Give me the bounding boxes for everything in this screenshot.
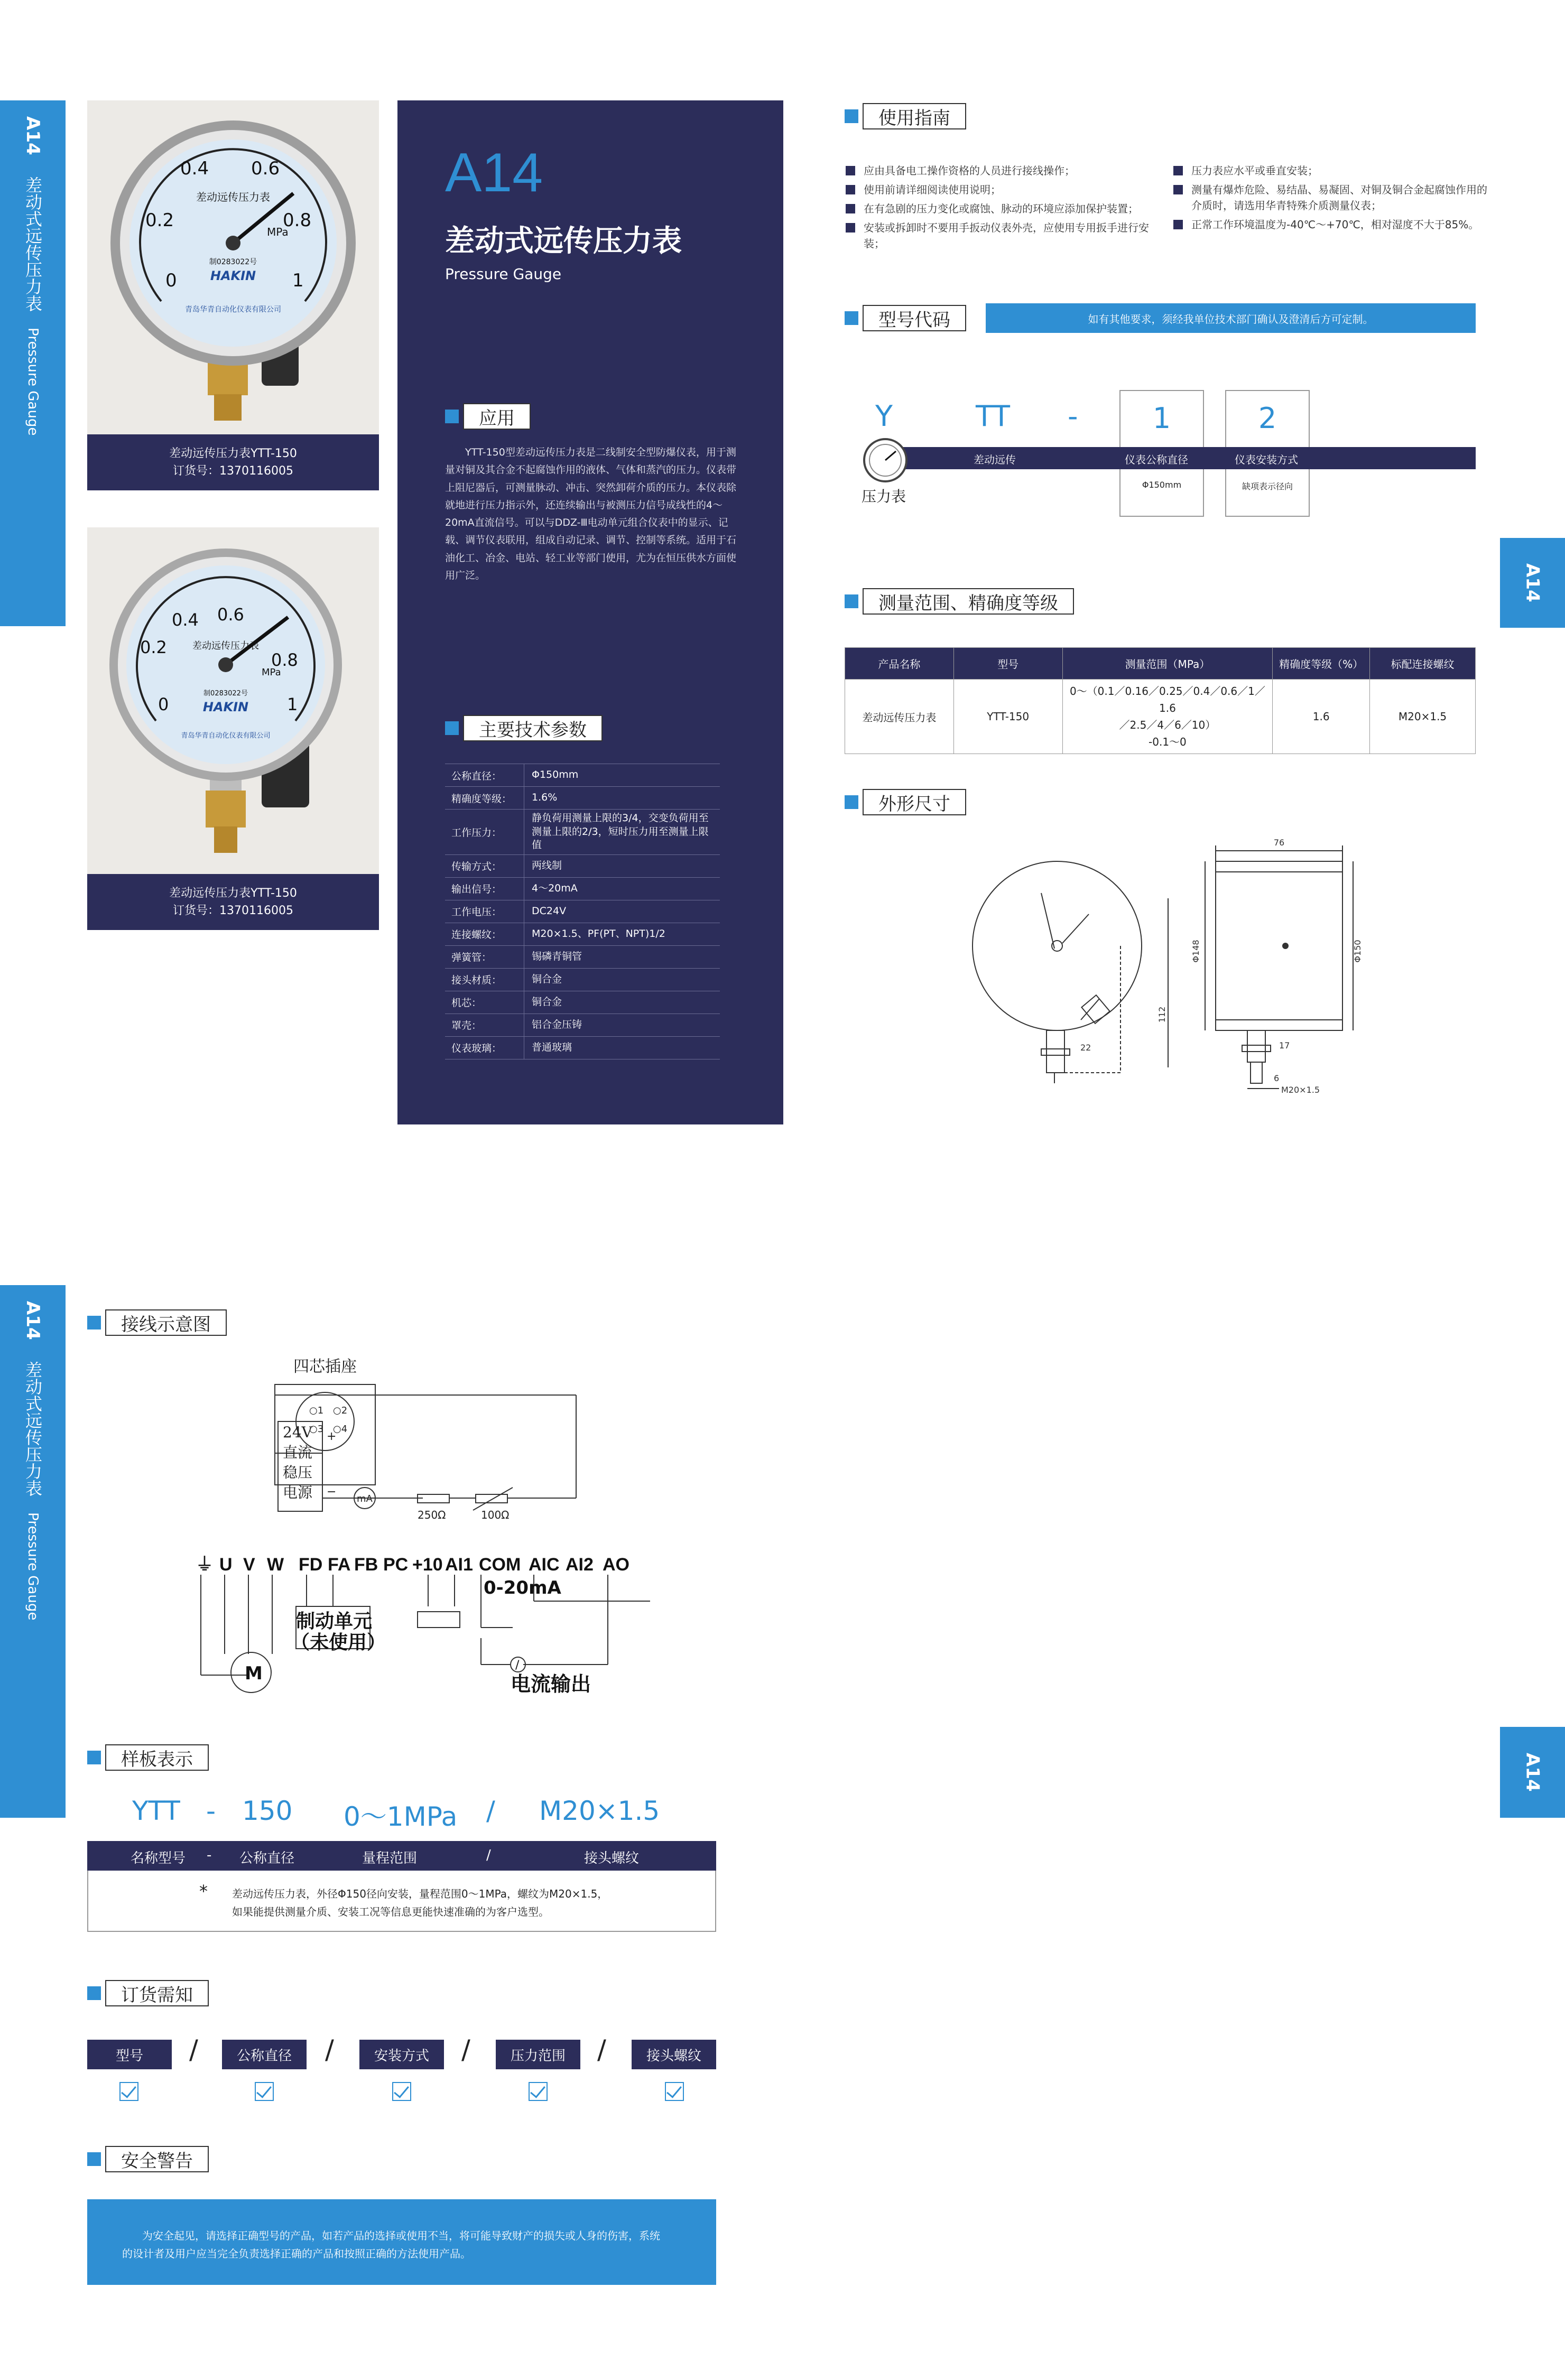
order-heading bbox=[87, 1978, 209, 2008]
range-heading-label: 测量范围、精确度等级 bbox=[863, 588, 1074, 615]
gauge-tick-0: 0 bbox=[165, 270, 177, 291]
right-tab-top bbox=[1500, 538, 1565, 628]
list-item-text: 在有急剧的压力变化或腐蚀、脉动的环境应添加保护装置； bbox=[864, 202, 1138, 215]
gauge2-tick-1: 0.2 bbox=[140, 637, 167, 657]
spec-value: 1.6% bbox=[532, 792, 558, 804]
model-heading-label: 型号代码 bbox=[863, 305, 966, 331]
model-gauge-label: 压力表 bbox=[862, 488, 906, 505]
order-checkbox-diameter[interactable] bbox=[255, 2082, 274, 2101]
photo-caption-2-order: 订货号：1370116005 bbox=[173, 904, 293, 917]
heading-square-icon bbox=[87, 1986, 101, 2000]
bullet-square-icon bbox=[1173, 185, 1183, 194]
wiring-diagram bbox=[174, 1353, 650, 1712]
range-cell-range bbox=[1062, 680, 1273, 754]
spec-value: 铜合金 bbox=[532, 996, 562, 1008]
list-item-text: 压力表应水平或垂直安装； bbox=[1191, 164, 1318, 177]
wiring-brake-1: 制动单元 bbox=[296, 1611, 373, 1632]
dim-label-17: 17 bbox=[1279, 1040, 1290, 1050]
list-item bbox=[846, 201, 1163, 217]
application-heading bbox=[445, 402, 531, 431]
wiring-plus: + bbox=[327, 1430, 337, 1443]
sample-box bbox=[87, 1871, 716, 1932]
spec-key: 仪表玻璃： bbox=[445, 1037, 524, 1059]
range-col-thread: 标配连接螺纹 bbox=[1370, 648, 1476, 680]
wiring-brake-2: （未使用） bbox=[291, 1632, 386, 1653]
spec-value: M20×1.5、PF(PT、NPT)1/2 bbox=[532, 928, 665, 940]
order-item-diameter bbox=[222, 2040, 307, 2069]
order-sep-2: / bbox=[325, 2034, 334, 2065]
small-gauge-icon bbox=[862, 436, 909, 484]
photo-caption-2 bbox=[87, 874, 379, 930]
bullet-square-icon bbox=[846, 185, 855, 194]
gauge-face-maker: 青岛华青自动化仪表有限公司 bbox=[185, 305, 281, 314]
spec-value: 两线制 bbox=[532, 860, 562, 872]
model-bar-2: 仪表公称直径 bbox=[1125, 453, 1188, 466]
hero-subtitle: Pressure Gauge bbox=[445, 265, 562, 283]
table-row bbox=[445, 787, 720, 810]
wiring-pin-3: ○3 bbox=[309, 1424, 324, 1435]
sample-part-slash: / bbox=[486, 1796, 495, 1826]
sample-part-range: 0～1MPa bbox=[344, 1801, 458, 1832]
safety-text-2: 的设计者及用户应当完全负责选择正确的产品和按照正确的方法使用产品。 bbox=[122, 2247, 471, 2260]
wiring-terminal-w: W bbox=[267, 1555, 284, 1575]
sample-part-dash: - bbox=[206, 1796, 216, 1826]
gauge2-face-brand: HAKIN bbox=[202, 700, 249, 714]
order-checkbox-thread[interactable] bbox=[665, 2082, 684, 2101]
gauge2-tick-2: 0.4 bbox=[172, 610, 199, 630]
photo-caption-2-name: 差动远传压力表YTT-150 bbox=[169, 887, 297, 900]
sample-heading bbox=[87, 1743, 209, 1772]
guide-right-list bbox=[1173, 163, 1490, 236]
model-heading bbox=[845, 303, 966, 333]
table-row bbox=[445, 810, 720, 855]
sample-part-ytt: YTT bbox=[132, 1796, 180, 1826]
wiring-minus: − bbox=[327, 1485, 337, 1499]
dim-label-76: 76 bbox=[1273, 838, 1285, 848]
range-cell-range-1: 0～（0.1／0.16／0.25／0.4／0.6／1／1.6 bbox=[1069, 685, 1265, 714]
range-cell-accuracy: 1.6 bbox=[1273, 680, 1370, 754]
wiring-terminal-com: COM bbox=[479, 1555, 521, 1575]
heading-square-icon bbox=[845, 795, 858, 809]
side-tab-subtitle: Pressure Gauge bbox=[25, 327, 41, 435]
table-row bbox=[445, 991, 720, 1014]
gauge2-tick-5: 1 bbox=[287, 694, 298, 714]
dimension-drawing bbox=[962, 824, 1364, 1110]
model-letter-y: Y bbox=[875, 399, 893, 433]
sample-star-icon: * bbox=[199, 1881, 208, 1901]
gauge2-face-unit: MPa bbox=[262, 667, 281, 678]
list-item bbox=[1173, 182, 1490, 213]
model-bar-3: 仪表安装方式 bbox=[1235, 453, 1298, 466]
order-heading-label: 订货需知 bbox=[105, 1980, 209, 2006]
hero-title: 差动式远传压力表 bbox=[445, 224, 682, 258]
list-item-text: 应由具备电工操作资格的人员进行接线操作； bbox=[864, 164, 1075, 177]
table-row bbox=[445, 969, 720, 991]
safety-heading bbox=[87, 2144, 209, 2174]
table-row bbox=[445, 923, 720, 946]
sample-bar-1: 名称型号 bbox=[131, 1851, 186, 1866]
dim-label-d150: Φ150 bbox=[1353, 940, 1363, 963]
spec-heading bbox=[445, 713, 603, 743]
guide-heading bbox=[845, 101, 966, 131]
wiring-psu-3: 稳压 bbox=[283, 1464, 313, 1481]
wiring-r250: 250Ω bbox=[418, 1509, 446, 1521]
model-digit-2: 2 bbox=[1258, 402, 1277, 435]
sample-bar-3: 公称直径 bbox=[239, 1851, 295, 1866]
model-note-bar bbox=[986, 303, 1476, 333]
spec-value: 静负荷用测量上限的3/4，交变负荷用至测量上限的2/3，短时压力用至测量上限值 bbox=[532, 812, 709, 851]
order-item-diameter-label: 公称直径 bbox=[236, 2048, 292, 2064]
wiring-terminal-gnd: ⏚ bbox=[196, 1555, 214, 1575]
spec-key: 精确度等级： bbox=[445, 787, 524, 809]
spec-key: 传输方式： bbox=[445, 855, 524, 877]
list-item-text: 使用前请详细阅读使用说明； bbox=[864, 183, 1001, 196]
order-item-model-label: 型号 bbox=[115, 2048, 143, 2064]
range-heading bbox=[845, 587, 1074, 616]
list-item-text: 安装或拆卸时不要用手扳动仪表外壳，应使用专用扳手进行安装； bbox=[864, 221, 1149, 250]
wiring-terminal-aic: AIC bbox=[529, 1555, 560, 1575]
photo-caption-1-name: 差动远传压力表YTT-150 bbox=[169, 447, 297, 460]
heading-square-icon bbox=[845, 594, 858, 608]
sample-bar-4: 量程范围 bbox=[362, 1851, 418, 1866]
dims-heading-label: 外形尺寸 bbox=[863, 789, 966, 815]
spec-value: Φ150mm bbox=[532, 769, 579, 781]
wiring-terminal-fd: FD bbox=[299, 1555, 323, 1575]
wiring-terminal-ai1: AI1 bbox=[445, 1555, 473, 1575]
table-row bbox=[845, 680, 1476, 754]
wiring-range-label: 0-20mA bbox=[484, 1577, 561, 1598]
wiring-terminal-pc: PC bbox=[383, 1555, 409, 1575]
list-item bbox=[1173, 163, 1490, 179]
range-cell-range-3: -0.1～0 bbox=[1149, 736, 1187, 748]
gauge2-face-maker: 青岛华青自动化仪表有限公司 bbox=[181, 732, 271, 740]
side-tab-code-2: A14 bbox=[22, 1301, 43, 1340]
model-note: 如有其他要求，须经我单位技术部门确认及澄清后方可定制。 bbox=[1088, 312, 1374, 326]
spec-value: 4～20mA bbox=[532, 882, 578, 895]
gauge-tick-1: 0.2 bbox=[145, 210, 174, 231]
wiring-pin-4: ○4 bbox=[333, 1424, 348, 1435]
gauge-illustration-1 bbox=[87, 100, 379, 434]
gauge-illustration-2 bbox=[87, 527, 379, 874]
heading-square-icon bbox=[445, 721, 459, 735]
spec-value: 普通玻璃 bbox=[532, 1042, 572, 1054]
gauge-face-cert: 制0283022号 bbox=[209, 258, 257, 266]
sample-part-thread: M20×1.5 bbox=[539, 1796, 660, 1826]
gauge2-tick-0: 0 bbox=[158, 694, 169, 714]
order-sep-3: / bbox=[461, 2034, 470, 2065]
model-code-bar bbox=[903, 447, 1476, 469]
bullet-square-icon bbox=[846, 204, 855, 213]
sample-bar-6: 接头螺纹 bbox=[584, 1851, 640, 1866]
model-sub-1: Φ150mm bbox=[1142, 480, 1182, 490]
wiring-terminal-ao: AO bbox=[603, 1555, 629, 1575]
side-tab-code: A14 bbox=[22, 116, 43, 155]
side-tab-subtitle-2: Pressure Gauge bbox=[25, 1512, 41, 1620]
side-tab-top bbox=[0, 100, 66, 626]
sample-bar bbox=[87, 1841, 716, 1871]
gauge2-face-cert: 制0283022号 bbox=[203, 690, 248, 698]
list-item-text: 正常工作环境温度为-40℃～+70℃，相对湿度不大于85%。 bbox=[1191, 218, 1479, 231]
wiring-terminal-10: +10 bbox=[412, 1555, 443, 1575]
sample-text-1: 差动远传压力表，外径Φ150径向安装，量程范围0～1MPa，螺纹为M20×1.5， bbox=[232, 1888, 608, 1900]
wiring-motor-label: M bbox=[245, 1663, 263, 1684]
product-photo-1 bbox=[87, 100, 379, 434]
gauge-tick-5: 1 bbox=[292, 270, 304, 291]
spec-key: 工作压力： bbox=[445, 810, 524, 854]
list-item bbox=[846, 220, 1163, 252]
dim-label-d148: Φ148 bbox=[1191, 940, 1201, 963]
wiring-terminal-fb: FB bbox=[354, 1555, 378, 1575]
spec-key: 公称直径： bbox=[445, 764, 524, 786]
order-sep-1: / bbox=[189, 2034, 198, 2065]
gauge-face-brand: HAKIN bbox=[210, 268, 256, 283]
range-col-model: 型号 bbox=[953, 648, 1062, 680]
list-item bbox=[846, 182, 1163, 198]
wiring-terminal-v: V bbox=[243, 1555, 255, 1575]
wiring-psu-2: 直流 bbox=[283, 1444, 313, 1461]
model-letter-dash: - bbox=[1068, 399, 1078, 433]
order-item-mount bbox=[359, 2040, 444, 2069]
order-item-range-label: 压力范围 bbox=[510, 2048, 566, 2064]
sample-heading-label: 样板表示 bbox=[105, 1744, 209, 1771]
safety-box bbox=[87, 2199, 716, 2285]
side-tab-title: 差动式远传压力表 bbox=[23, 176, 43, 312]
heading-square-icon bbox=[845, 311, 858, 325]
wiring-slash: / bbox=[515, 1659, 520, 1672]
wiring-terminal-fa: FA bbox=[328, 1555, 351, 1575]
model-sub-2: 缺项表示径向 bbox=[1242, 481, 1293, 491]
list-item bbox=[1173, 217, 1490, 233]
wiring-terminal-ai2: AI2 bbox=[566, 1555, 594, 1575]
side-tab-title-2: 差动式远传压力表 bbox=[23, 1361, 43, 1496]
spec-value: 锡磷青铜管 bbox=[532, 951, 582, 963]
bullet-square-icon bbox=[1173, 166, 1183, 175]
list-item-text: 测量有爆炸危险、易结晶、易凝固、对铜及铜合金起腐蚀作用的介质时，请选用华青特殊介质测量仪表； bbox=[1191, 183, 1487, 212]
order-item-range bbox=[496, 2040, 580, 2069]
hero-code: A14 bbox=[445, 142, 543, 203]
range-col-name: 产品名称 bbox=[845, 648, 954, 680]
dim-label-22: 22 bbox=[1080, 1043, 1091, 1053]
wiring-heading bbox=[87, 1308, 227, 1337]
guide-left-list bbox=[846, 163, 1163, 255]
wiring-terminal-u: U bbox=[219, 1555, 233, 1575]
spec-key: 弹簧管： bbox=[445, 946, 524, 968]
application-heading-label: 应用 bbox=[463, 403, 531, 430]
bullet-square-icon bbox=[1173, 220, 1183, 229]
heading-square-icon bbox=[87, 1316, 101, 1330]
spec-table bbox=[445, 764, 720, 1059]
sample-text-2: 如果能提供测量介质、安装工况等信息更能快速准确的为客户选型。 bbox=[232, 1905, 549, 1918]
gauge2-tick-4: 0.8 bbox=[271, 650, 298, 670]
spec-key: 罩壳： bbox=[445, 1014, 524, 1036]
hero-panel bbox=[397, 100, 783, 1124]
range-cell-thread: M20×1.5 bbox=[1370, 680, 1476, 754]
spec-value: 铜合金 bbox=[532, 973, 562, 986]
wiring-pin-1: ○1 bbox=[309, 1405, 324, 1416]
wiring-psu-1: 24V bbox=[283, 1424, 312, 1441]
wiring-r100: 100Ω bbox=[481, 1509, 510, 1521]
safety-text-1: 为安全起见，请选择正确型号的产品，如若产品的选择或使用不当，将可能导致财产的损失或人身的伤害，系统 bbox=[142, 2229, 660, 2242]
model-letter-tt: TT bbox=[976, 399, 1011, 433]
wiring-psu-4: 电源 bbox=[283, 1484, 313, 1501]
sample-bar-5: / bbox=[486, 1847, 491, 1863]
table-row bbox=[445, 900, 720, 923]
dim-label-6: 6 bbox=[1274, 1073, 1280, 1083]
photo-caption-1 bbox=[87, 434, 379, 490]
bullet-square-icon bbox=[846, 166, 855, 175]
range-cell-name: 差动远传压力表 bbox=[845, 680, 954, 754]
spec-key: 接头材质： bbox=[445, 969, 524, 991]
gauge-tick-3: 0.6 bbox=[251, 158, 280, 179]
sample-part-150: 150 bbox=[242, 1796, 293, 1826]
spec-key: 连接螺纹： bbox=[445, 923, 524, 945]
dim-label-m20: M20×1.5 bbox=[1281, 1085, 1320, 1095]
order-item-thread bbox=[632, 2040, 716, 2069]
wiring-pin-2: ○2 bbox=[333, 1405, 348, 1416]
table-row bbox=[445, 878, 720, 900]
photo-caption-1-order: 订货号：1370116005 bbox=[173, 464, 293, 478]
order-item-thread-label: 接头螺纹 bbox=[646, 2048, 701, 2064]
wiring-ma: mA bbox=[357, 1493, 373, 1504]
range-cell-range-2: ／2.5／4／6／10） bbox=[1119, 719, 1216, 731]
order-checkbox-model[interactable] bbox=[119, 2082, 138, 2101]
range-col-range: 测量范围（MPa） bbox=[1062, 648, 1273, 680]
spec-key: 机芯： bbox=[445, 991, 524, 1014]
gauge2-face-title: 差动远传压力表 bbox=[192, 640, 259, 652]
dims-heading bbox=[845, 787, 966, 817]
right-tab-code-2: A14 bbox=[1522, 1753, 1543, 1792]
range-cell-model: YTT-150 bbox=[953, 680, 1062, 754]
spec-value: DC24V bbox=[532, 905, 567, 917]
range-col-accuracy: 精确度等级（%） bbox=[1273, 648, 1370, 680]
product-photo-2 bbox=[87, 527, 379, 874]
order-item-mount-label: 安装方式 bbox=[374, 2048, 429, 2064]
table-row bbox=[445, 946, 720, 969]
safety-heading-label: 安全警告 bbox=[105, 2146, 209, 2172]
side-tab-bottom bbox=[0, 1285, 66, 1818]
model-digit-1: 1 bbox=[1152, 402, 1171, 435]
gauge-face-title: 差动远传压力表 bbox=[196, 191, 270, 203]
right-tab-code: A14 bbox=[1522, 563, 1543, 602]
table-row bbox=[445, 1037, 720, 1059]
heading-square-icon bbox=[845, 109, 858, 123]
right-tab-bottom bbox=[1500, 1727, 1565, 1818]
application-text: YTT-150型差动远传压力表是二线制安全型防爆仪表，用于测量对铜及其合金不起腐蚀作用的液体、气体和蒸汽的压力。仪表带上阻尼器后，可测量脉动、冲击、突然卸荷介质的压力。本仪表除就地进行压力指示外，还连续输出与被测压力信号成线性的4～20mA直流信号。可以与DDZ-Ⅲ电动单元组合仪表中的显示、记载、调节仪表联用，组成自动记录、调节、控制等系统。适用于石油化工、冶金、电站、轻工业等部门使用，尤为在恒压供水方面使用广泛。 bbox=[445, 447, 737, 581]
spec-key: 工作电压： bbox=[445, 900, 524, 923]
wiring-socket-label: 四芯插座 bbox=[293, 1358, 357, 1376]
heading-square-icon bbox=[445, 410, 459, 423]
dim-label-112: 112 bbox=[1157, 1006, 1167, 1023]
order-sep-4: / bbox=[597, 2034, 606, 2065]
wiring-heading-label: 接线示意图 bbox=[105, 1309, 227, 1336]
spec-value: 铝合金压铸 bbox=[532, 1019, 582, 1031]
table-row bbox=[445, 855, 720, 878]
table-row bbox=[445, 764, 720, 787]
guide-heading-label: 使用指南 bbox=[863, 103, 966, 129]
gauge2-tick-3: 0.6 bbox=[217, 605, 244, 625]
order-checkbox-range[interactable] bbox=[529, 2082, 548, 2101]
sample-bar-2: - bbox=[207, 1847, 212, 1863]
model-bar-1: 差动远传 bbox=[974, 453, 1016, 466]
gauge-tick-4: 0.8 bbox=[283, 210, 312, 231]
table-row bbox=[445, 1014, 720, 1037]
range-table bbox=[845, 647, 1476, 754]
wiring-current-out: 电流输出 bbox=[511, 1672, 591, 1696]
order-item-model bbox=[87, 2040, 172, 2069]
bullet-square-icon bbox=[846, 223, 855, 233]
range-table-header bbox=[845, 648, 1476, 680]
list-item bbox=[846, 163, 1163, 179]
heading-square-icon bbox=[87, 2152, 101, 2166]
order-checkbox-mount[interactable] bbox=[392, 2082, 411, 2101]
gauge-tick-2: 0.4 bbox=[180, 158, 209, 179]
spec-key: 输出信号： bbox=[445, 878, 524, 900]
spec-heading-label: 主要技术参数 bbox=[463, 715, 603, 741]
heading-square-icon bbox=[87, 1751, 101, 1764]
gauge-face-unit: MPa bbox=[267, 226, 289, 238]
